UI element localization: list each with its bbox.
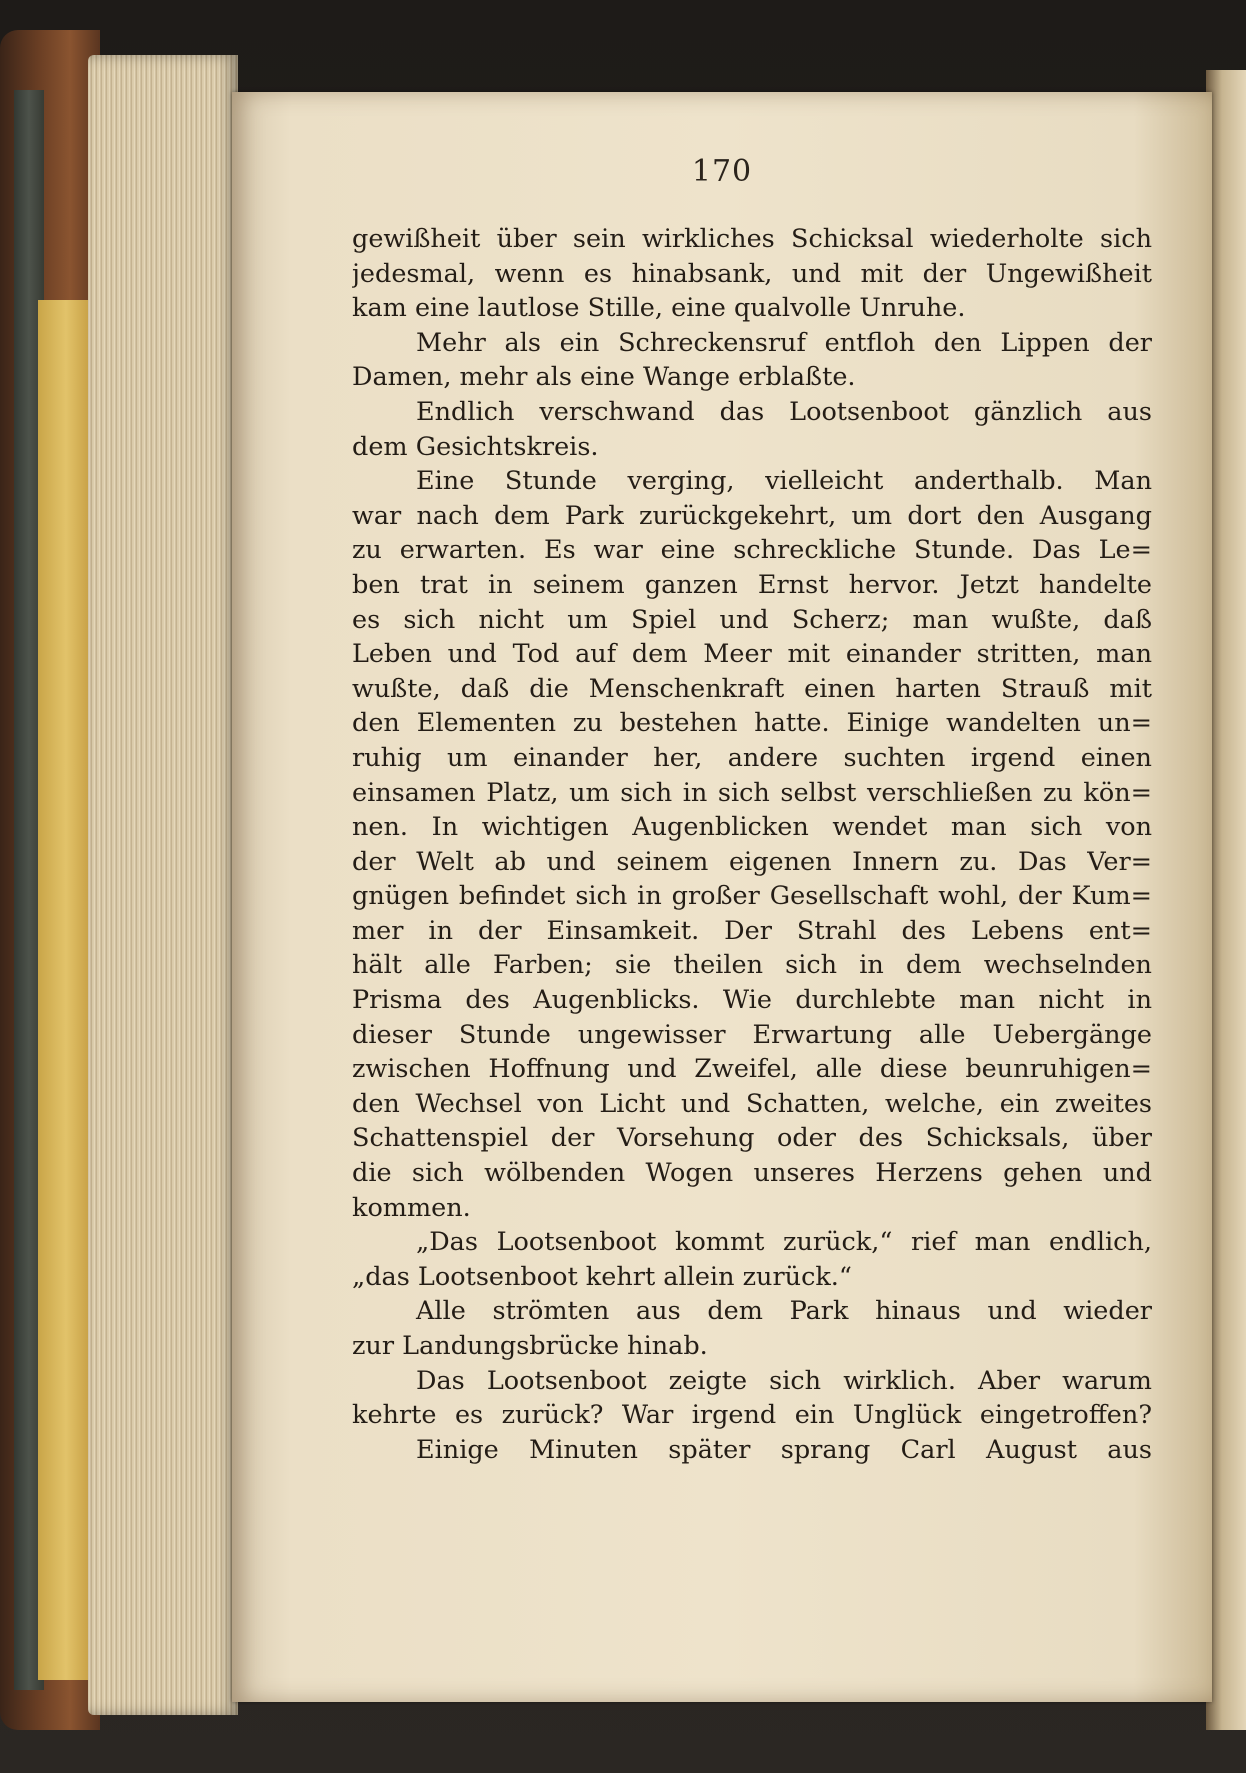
page-edge-stack bbox=[88, 55, 238, 1715]
text-line: einsamen Platz, um sich in sich selbst verschließen zu kön= bbox=[352, 777, 1152, 808]
book-page bbox=[232, 92, 1212, 1702]
text-line: Endlich verschwand das Lootsenboot gänzlich aus bbox=[416, 396, 1152, 427]
text-line: Einige Minuten später sprang Carl August aus bbox=[416, 1434, 1152, 1465]
text-line: den Wechsel von Licht und Schatten, welche, ein zweites bbox=[352, 1088, 1152, 1119]
text-line: kommen. bbox=[352, 1192, 471, 1223]
text-line: Das Lootsenboot zeigte sich wirklich. Aber warum bbox=[416, 1365, 1152, 1396]
text-line: es sich nicht um Spiel und Scherz; man wußte, daß bbox=[352, 604, 1152, 635]
text-line: die sich wölbenden Wogen unseres Herzens gehen und bbox=[352, 1158, 1152, 1189]
text-line: mer in der Einsamkeit. Der Strahl des Lebens ent= bbox=[352, 915, 1152, 946]
text-line: Eine Stunde verging, vielleicht anderthalb. Man bbox=[416, 466, 1152, 497]
text-line: zur Landungsbrücke hinab. bbox=[352, 1331, 708, 1361]
page-text-block bbox=[352, 222, 1152, 1467]
text-line: kehrte es zurück? War irgend ein Unglück eingetroffen? bbox=[352, 1400, 1152, 1431]
text-line: dem Gesichtskreis. bbox=[352, 431, 599, 462]
text-line: jedesmal, wenn es hinabsank, und mit der Ungewißheit bbox=[352, 258, 1152, 289]
text-line: den Elementen zu bestehen hatte. Einige wandelten un= bbox=[352, 708, 1152, 739]
text-line: gnügen befindet sich in großer Gesellschaft wohl, der Kum= bbox=[352, 881, 1152, 912]
text-line: war nach dem Park zurückgekehrt, um dort den Ausgang bbox=[352, 500, 1152, 531]
text-line: Alle strömten aus dem Park hinaus und wieder bbox=[416, 1296, 1152, 1327]
text-line: Leben und Tod auf dem Meer mit einander stritten, man bbox=[352, 639, 1152, 670]
text-line: hält alle Farben; sie theilen sich in dem wechselnden bbox=[352, 950, 1152, 981]
text-line: kam eine lautlose Stille, eine qualvolle Unruhe. bbox=[352, 293, 966, 324]
text-line: gewißheit über sein wirkliches Schicksal wiederholte sich bbox=[352, 224, 1152, 254]
text-line: ben trat in seinem ganzen Ernst hervor. Jetzt handelte bbox=[352, 569, 1152, 600]
text-line: „Das Lootsenboot kommt zurück,“ rief man endlich, bbox=[416, 1227, 1152, 1258]
text-line: wußte, daß die Menschenkraft einen harten Strauß mit bbox=[352, 673, 1152, 704]
text-line: Prisma des Augenblicks. Wie durchlebte man nicht in bbox=[352, 985, 1152, 1016]
text-line: Schattenspiel der Vorsehung oder des Schicksals, über bbox=[352, 1123, 1152, 1154]
text-line: Mehr als ein Schreckensruf entfloh den Lippen der bbox=[416, 327, 1152, 358]
page-number: 170 bbox=[691, 154, 753, 189]
facing-page-edge bbox=[1206, 70, 1246, 1730]
text-line: der Welt ab und seinem eigenen Innern zu. Das Ver= bbox=[352, 846, 1152, 877]
text-line: zu erwarten. Es war eine schreckliche Stunde. Das Le= bbox=[352, 535, 1152, 566]
text-line: nen. In wichtigen Augenblicken wendet man sich von bbox=[352, 812, 1152, 843]
text-line: „das Lootsenboot kehrt allein zurück.“ bbox=[352, 1261, 852, 1292]
text-line: zwischen Hoffnung und Zweifel, alle diese beunruhigen= bbox=[352, 1054, 1152, 1085]
text-line: Damen, mehr als eine Wange erblaßte. bbox=[352, 362, 856, 393]
text-line: dieser Stunde ungewisser Erwartung alle Uebergänge bbox=[352, 1019, 1152, 1050]
bookmark-ribbon bbox=[38, 300, 94, 1680]
text-line: ruhig um einander her, andere suchten irgend einen bbox=[352, 742, 1152, 773]
